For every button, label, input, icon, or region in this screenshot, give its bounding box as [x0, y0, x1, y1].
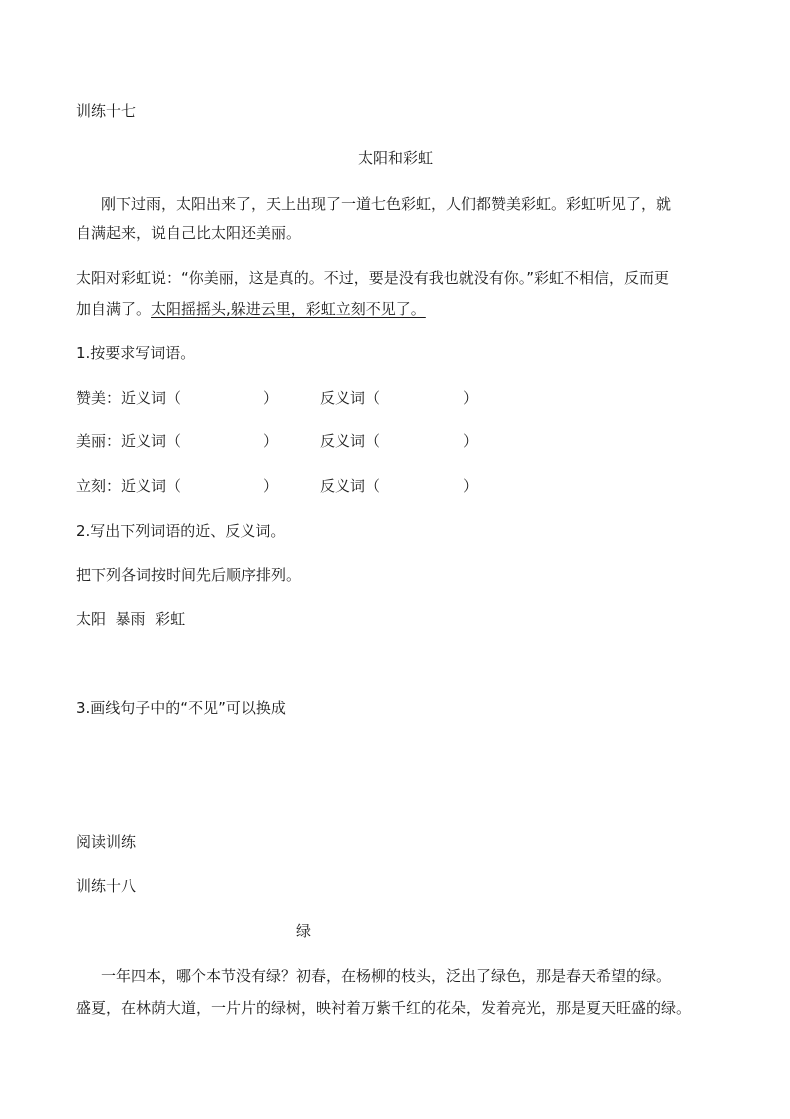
t17-title: 太阳和彩虹 — [358, 149, 434, 167]
synonym-label: 近义词（ — [121, 432, 182, 450]
question-2: 2.写出下列词语的近、反义词。 — [76, 522, 286, 540]
word-row-1 — [76, 388, 181, 408]
antonym-close-3: ） — [463, 477, 479, 495]
word-label: 立刻： — [76, 477, 122, 495]
t18-title: 绿 — [296, 922, 312, 940]
t18-label: 训练十八 — [76, 877, 137, 895]
t18-para1-line2: 盛夏，在林荫大道，一片片的绿树，映衬着万紫千红的花朵，发着亮光，那是夏天旺盛的绿。 — [76, 999, 692, 1017]
underlined-sentence: 太阳摇摇头,躲进云里，彩虹立刻不见了。 — [151, 300, 426, 318]
question-1: 1.按要求写词语。 — [76, 344, 196, 362]
antonym-close-1: ） — [463, 389, 479, 407]
word-row-2 — [76, 431, 181, 451]
synonym-close-2: ） — [263, 432, 279, 450]
t17-label: 训练十七 — [76, 102, 137, 120]
word-label: 美丽： — [76, 432, 122, 450]
word-row-3 — [76, 476, 181, 496]
t17-para2-line1: 太阳对彩虹说：“你美丽，这是真的。不过，要是没有我也就没有你。”彩虹不相信，反而更 — [76, 269, 670, 287]
word-label: 赞美： — [76, 389, 122, 407]
t17-para1-line1: 刚下过雨，太阳出来了，天上出现了一道七色彩虹，人们都赞美彩虹。彩虹听见了，就 — [101, 195, 672, 213]
section-heading: 阅读训练 — [76, 833, 137, 851]
t17-para2-line2 — [76, 299, 426, 319]
t18-para1-line1: 一年四本，哪个本节没有绿？初春，在杨柳的枝头，泛出了绿色，那是春天希望的绿。 — [101, 967, 672, 985]
synonym-close-3: ） — [263, 477, 279, 495]
t17-para2-line2-plain: 加自满了。 — [76, 300, 152, 318]
t17-para1-line2: 自满起来，说自己比太阳还美丽。 — [76, 224, 302, 242]
word-list: 太阳 暴雨 彩虹 — [76, 610, 186, 628]
antonym-label-1: 反义词（ — [320, 389, 381, 407]
antonym-label-3: 反义词（ — [320, 477, 381, 495]
synonym-label: 近义词（ — [121, 477, 182, 495]
antonym-label-2: 反义词（ — [320, 432, 381, 450]
question-2b: 把下列各词按时间先后顺序排列。 — [76, 566, 302, 584]
question-3: 3.画线句子中的“不见”可以换成 — [76, 699, 286, 717]
antonym-close-2: ） — [463, 432, 479, 450]
synonym-label: 近义词（ — [121, 389, 182, 407]
synonym-close-1: ） — [263, 389, 279, 407]
